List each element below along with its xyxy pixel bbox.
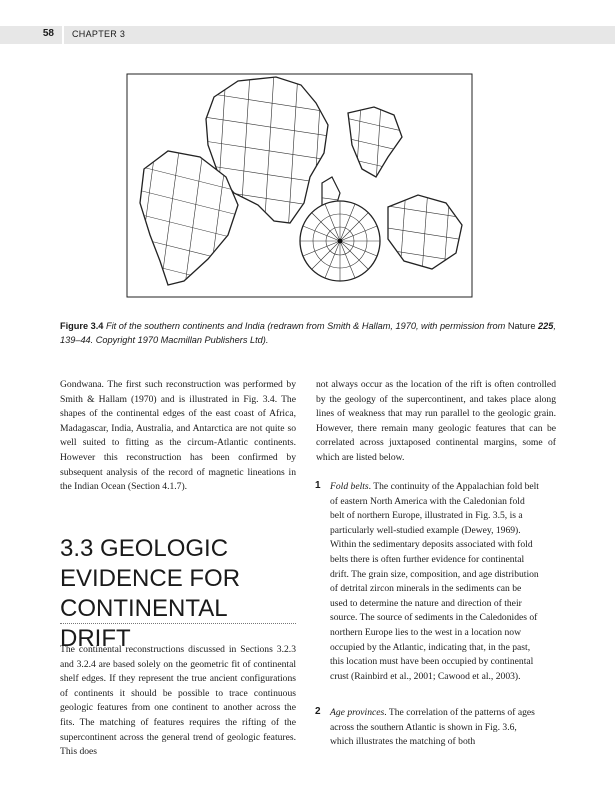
list-item [315,480,556,684]
chapter-label: CHAPTER 3 [72,29,126,39]
left-paragraph-2: The continental reconstructions discussed in Sections 3.2.3 and 3.2.4 are based solely on the geometric fit of continental shelf edges. If they represent the true ancient configurations of continents it should be possible to trace continuous geologic features from one continent to another across the fits. The matching of features requires the rifting of the supercontinent across the general trend of geologic features. This does [60,644,296,758]
map-drawing [126,73,473,298]
list-number: 2 [315,706,321,717]
section-rule [60,623,296,624]
list-title: Age provinces [330,707,385,718]
caption-text: Fit of the southern continents and India (redrawn from Smith & Hallam, 1970, with permission from [105,321,506,331]
list-body [330,706,540,750]
figure-label: Figure 3.4 [60,321,104,331]
caption-text-end: , 139–44. Copyright 1970 Macmillan Publishers Ltd). [60,321,556,345]
list-title: Fold belts [330,481,369,492]
list-body [330,480,540,684]
page-number: 58 [42,28,54,39]
list-text: . The correlation of the patterns of ages across the southern Atlantic is shown in Fig. 3.6, which illustrates the matching of both [330,707,535,748]
figure-caption [60,319,560,347]
caption-journal: Nature [507,321,536,331]
gondwana-reconstruction-map [126,73,473,298]
list-text: . The continuity of the Appalachian fold belt of eastern North America with the Caledonian fold belt of northern Europe, illustrated in Fig. 3.5, is a particularly well-studied example (Dewey, 1969). Within the sedimentary deposits associated with fold belts there is often further evidence for continental drift. The grain size, composition, and age distribution of detrital zircon minerals in the sediments can be used to determine the nature and direction of their source. The source of sediments in the Caledonides of northern Europe lies to the west in a location now occupied by the Atlantic, indicating that, in the past, this location must have been occupied by continental crust (Rainbird et al., 2001; Cawood et al., 2003). [330,481,539,682]
left-paragraph-1: Gondwana. The first such reconstruction was performed by Smith & Hallam (1970) and is illustrated in Fig. 3.4. The shapes of the continental edges of the east coast of Africa, Madagascar, India, Australia, and Antarctica are not quite so well suited to fitting as the circum-Atlantic continents. However this reconstruction has been confirmed by subsequent analysis of the record of magnetic lineations in the Indian Ocean (Section 4.1.7). [60,379,296,493]
antarctica-outline [300,201,380,281]
caption-volume: 225 [538,321,554,331]
south-pole-marker [338,239,343,244]
header-separator [62,26,64,44]
list-item [315,706,556,750]
list-number: 1 [315,480,321,491]
section-heading: 3.3 GEOLOGIC EVIDENCE FOR CONTINENTAL DRIFT [60,535,241,652]
right-paragraph-intro: not always occur as the location of the rift is often controlled by the geology of the supercontinent, and takes place along lines of weakness that may run parallel to the geologic grain. However, there remain many geologic features that can be correlated across juxtaposed continental margins, some of which are listed below. [316,379,556,463]
